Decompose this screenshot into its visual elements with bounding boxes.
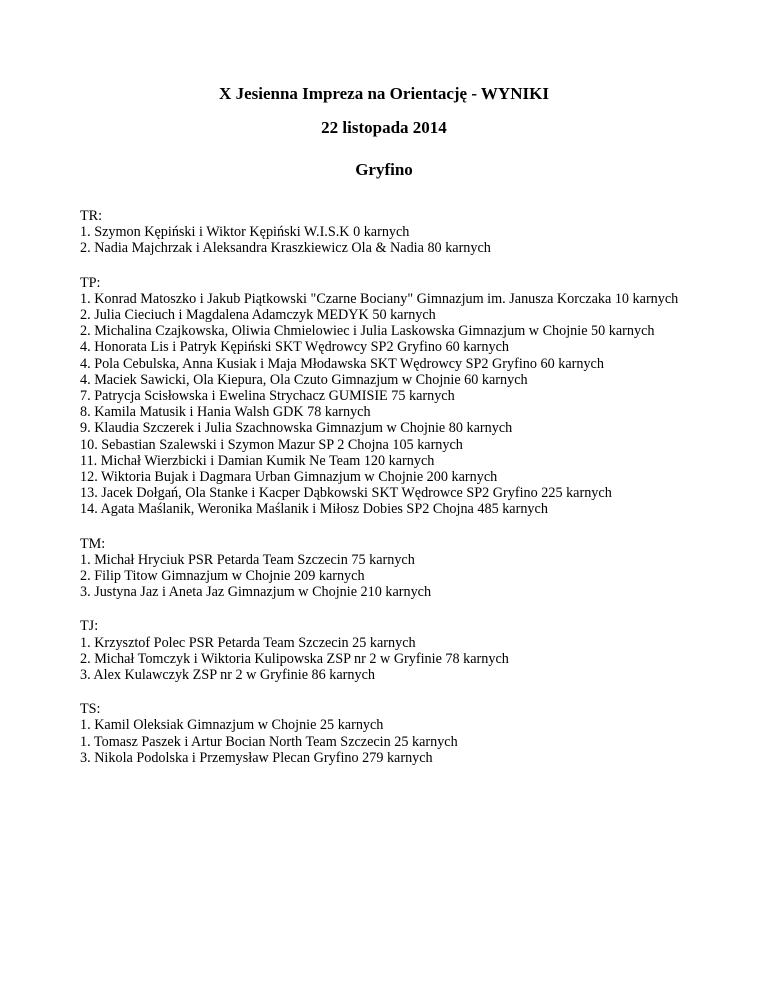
results-section-tp	[80, 275, 688, 518]
result-line: 3. Nikola Podolska i Przemysław Plecan Gryfino 279 karnych	[80, 749, 433, 766]
results-section-tj	[80, 618, 688, 683]
result-line: 2. Nadia Majchrzak i Aleksandra Kraszkiewicz Ola & Nadia 80 karnych	[80, 240, 491, 257]
results-section-tm	[80, 536, 688, 601]
section-label: TJ:	[80, 618, 99, 635]
result-line: 2. Julia Cieciuch i Magdalena Adamczyk MEDYK 50 karnych	[80, 307, 436, 324]
result-line: 1. Konrad Matoszko i Jakub Piątkowski "Czarne Bociany" Gimnazjum im. Janusza Korczaka 10 karnych	[80, 290, 679, 307]
result-line: 2. Michał Tomczyk i Wiktoria Kulipowska ZSP nr 2 w Gryfinie 78 karnych	[80, 650, 509, 667]
result-line: 4. Maciek Sawicki, Ola Kiepura, Ola Czuto Gimnazjum w Chojnie 60 karnych	[80, 371, 528, 388]
result-line: 11. Michał Wierzbicki i Damian Kumik Ne Team 120 karnych	[80, 452, 435, 469]
result-line: 3. Justyna Jaz i Aneta Jaz Gimnazjum w Chojnie 210 karnych	[80, 584, 432, 601]
results-section-ts	[80, 701, 688, 766]
event-place: Gryfino	[355, 160, 413, 179]
section-label: TS:	[80, 701, 101, 718]
result-line: 9. Klaudia Szczerek i Julia Szachnowska Gimnazjum w Chojnie 80 karnych	[80, 420, 513, 437]
result-line: 1. Michał Hryciuk PSR Petarda Team Szczecin 75 karnych	[80, 551, 415, 568]
section-label: TR:	[80, 208, 103, 224]
section-label: TM:	[80, 535, 106, 552]
document-title: X Jesienna Impreza na Orientację - WYNIKI	[219, 84, 549, 103]
result-line: 1. Kamil Oleksiak Gimnazjum w Chojnie 25 karnych	[80, 717, 384, 734]
result-line: 1. Krzysztof Polec PSR Petarda Team Szczecin 25 karnych	[80, 634, 416, 651]
result-line: 12. Wiktoria Bujak i Dagmara Urban Gimnazjum w Chojnie 200 karnych	[80, 469, 498, 486]
result-line: 13. Jacek Dołgań, Ola Stanke i Kacper Dąbkowski SKT Wędrowce SP2 Gryfino 225 karnych	[80, 485, 612, 502]
result-line: 1. Tomasz Paszek i Artur Bocian North Team Szczecin 25 karnych	[80, 733, 458, 750]
result-line: 8. Kamila Matusik i Hania Walsh GDK 78 karnych	[80, 404, 371, 421]
result-line: 7. Patrycja Scisłowska i Ewelina Strychacz GUMISIE 75 karnych	[80, 388, 455, 405]
result-line: 4. Honorata Lis i Patryk Kępiński SKT Wędrowcy SP2 Gryfino 60 karnych	[80, 339, 509, 356]
result-line: 2. Filip Titow Gimnazjum w Chojnie 209 karnych	[80, 568, 365, 585]
result-line: 2. Michalina Czajkowska, Oliwia Chmielowiec i Julia Laskowska Gimnazjum w Chojnie 50 karnych	[80, 323, 655, 340]
result-line: 14. Agata Maślanik, Weronika Maślanik i Miłosz Dobies SP2 Chojna 485 karnych	[80, 501, 548, 518]
result-line: 3. Alex Kulawczyk ZSP nr 2 w Gryfinie 86 karnych	[80, 667, 375, 684]
results-section-tr	[80, 208, 688, 257]
result-line: 1. Szymon Kępiński i Wiktor Kępiński W.I.S.K 0 karnych	[80, 224, 410, 241]
result-line: 4. Pola Cebulska, Anna Kusiak i Maja Młodawska SKT Wędrowcy SP2 Gryfino 60 karnych	[80, 355, 604, 372]
event-date: 22 listopada 2014	[321, 118, 447, 137]
section-label: TP:	[80, 274, 101, 291]
results-body	[80, 208, 688, 784]
result-line: 10. Sebastian Szalewski i Szymon Mazur SP 2 Chojna 105 karnych	[80, 436, 463, 453]
